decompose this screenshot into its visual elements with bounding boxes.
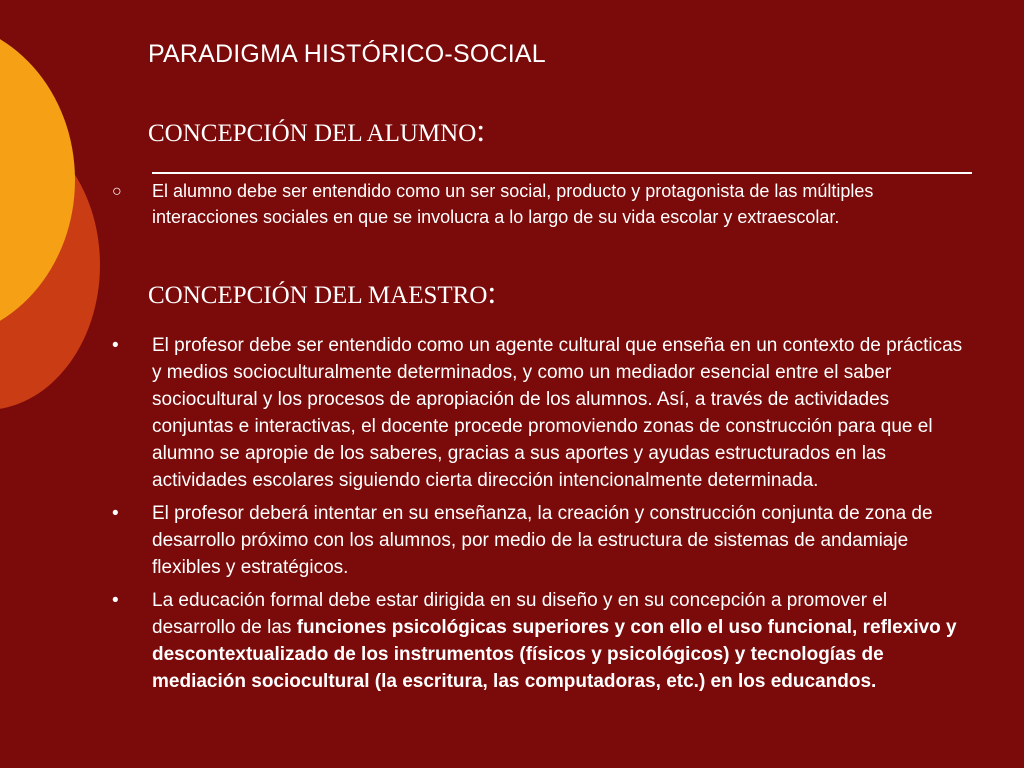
bullet-icon: • xyxy=(112,503,119,524)
maestro-list-item xyxy=(0,332,1024,494)
alumno-heading-colon: : xyxy=(476,112,486,148)
slide-title: PARADIGMA HISTÓRICO-SOCIAL xyxy=(148,40,546,68)
maestro-item-bold-text: funciones psicológicas superiores y con ello el uso funcional, reflexivo y descontextualizado de los instrumentos (físicos y psicológicos) y tecnologías de mediación sociocultural (la escritura, las computadoras, etc.) en los educandos. xyxy=(152,617,957,692)
heading-underline xyxy=(152,172,972,174)
alumno-text: El alumno debe ser entendido como un ser social, producto y protagonista de las múltiples interacciones sociales en que se involucra a lo largo de su vida escolar y extraescolar. xyxy=(152,181,874,227)
alumno-list xyxy=(0,178,1024,230)
maestro-heading-colon: : xyxy=(487,274,497,310)
maestro-list-item xyxy=(0,500,1024,581)
alumno-heading-text: CONCEPCIÓN DEL ALUMNO xyxy=(148,120,477,147)
maestro-item-text: La educación formal debe estar dirigida en su diseño y en su concepción a promover el desarrollo de las xyxy=(152,590,888,638)
maestro-item-text: El profesor debe ser entendido como un agente cultural que enseña en un contexto de prácticas y medios socioculturalmente determinados, y como un mediador esencial entre el saber sociocultural y los procesos de apropiación de los alumnos. Así, a través de actividades conjuntas e interactivas, el docente procede promoviendo zonas de construcción para que el alumno se apropie de los saberes, gracias a sus aportes y ayudas estructurados en las actividades escolares siguiendo cierta dirección intencionalmente determinada. xyxy=(152,335,963,491)
bullet-icon: • xyxy=(112,590,119,611)
alumno-heading xyxy=(148,112,485,149)
bullet-icon: • xyxy=(112,335,119,356)
hollow-bullet-icon: ○ xyxy=(112,183,122,200)
maestro-list-item xyxy=(0,587,1024,695)
maestro-heading xyxy=(148,274,496,311)
maestro-heading-text: CONCEPCIÓN DEL MAESTRO xyxy=(148,282,488,309)
alumno-list-item xyxy=(0,178,1024,230)
maestro-item-text: El profesor deberá intentar en su enseñanza, la creación y construcción conjunta de zona de desarrollo próximo con los alumnos, por medio de la estructura de sistemas de andamiaje flexibles y estratégicos. xyxy=(152,503,933,578)
maestro-list xyxy=(0,332,1024,701)
